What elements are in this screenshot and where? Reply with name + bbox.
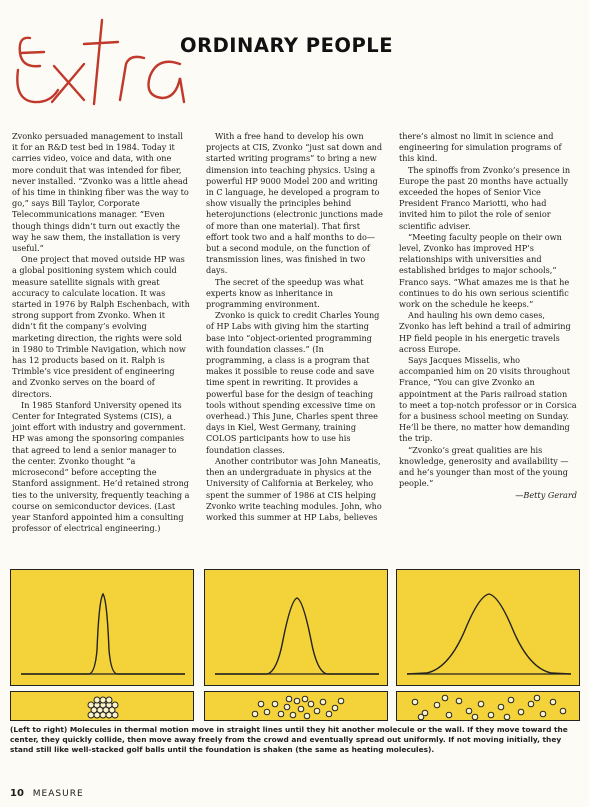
molecule-ball — [258, 701, 264, 707]
author-byline: —Betty Gerard — [515, 489, 577, 500]
paragraph: And hauling his own demo cases, Zvonko has left behind a trail of admiring HP field people in his energetic travels across Europe. — [399, 310, 571, 354]
molecule-ball — [498, 704, 504, 710]
page-footer — [10, 788, 84, 799]
molecule-ball — [272, 701, 278, 707]
paragraph: The secret of the speedup was what experts know as inheritance in programming environment. — [206, 276, 364, 310]
molecule-ball — [472, 714, 478, 720]
paragraph: Zvonko persuaded management to install it for an R&D test bed in 1984. Today it carries video, voice and data, with one more conduit that was intended for fiber, never installed. “Zvonko was a little ahead of his time in thinking fiber was the way to go,” says Bill Taylor, Corporate Telecommunications manager. “Even though things didn’t turn out exactly the way he saw them, the installation is very useful.” — [12, 131, 189, 254]
molecule-strip-uniform — [396, 691, 580, 721]
molecule-ball — [456, 698, 462, 704]
molecule-ball — [338, 698, 344, 704]
molecule-ball — [446, 712, 452, 718]
molecule-ball — [302, 696, 308, 702]
distribution-panel-wide — [396, 569, 580, 686]
molecule-ball — [278, 711, 284, 717]
text-column-3 — [399, 131, 577, 501]
molecule-ball — [264, 709, 270, 715]
molecule-ball — [560, 708, 566, 714]
molecule-ball — [332, 705, 338, 711]
molecule-ball — [294, 698, 300, 704]
molecule-ball — [418, 714, 424, 720]
molecule-ball — [326, 711, 332, 717]
extra-script-lettering — [10, 8, 195, 120]
text-column-2 — [206, 131, 384, 523]
magazine-name: MEASURE — [32, 789, 84, 799]
figure-caption: (Left to right) Molecules in thermal motion move in straight lines until they hit another molecule or the wall. If they move toward the center, they quickly collide, then move away freely from the crowd and eventually spread out uniformly. If not moving initially, they stand still like well-stacked golf balls until the foundation is shaken (the same as heating molecules). — [10, 725, 568, 754]
molecule-ball — [518, 709, 524, 715]
distribution-panel-medium — [204, 569, 388, 686]
paragraph: “Zvonko’s great qualities are his knowledge, generosity and availability — and he’s younger than most of the young people.” — [399, 444, 569, 489]
molecule-ball — [320, 699, 326, 705]
paragraph: there’s almost no limit in science and engineering for simulation programs of this kind. — [399, 131, 562, 164]
molecule-ball — [314, 708, 320, 714]
molecule-ball — [286, 696, 292, 702]
molecule-ball — [550, 699, 556, 705]
molecule-ball — [88, 702, 94, 708]
paragraph: “Meeting faculty people on their own level, Zvonko has improved HP’s relationships with universities and established bridges to major schools,” Franco says. “What amazes me is that he continues to do his own serious scientific work on the schedule he keeps.” — [399, 231, 570, 310]
molecule-figure — [10, 569, 579, 755]
paragraph: Says Jacques Misselis, who accompanied him on 20 visits throughout France, “You can give Zvonko an appointment at the Paris railroad station to meet a top-notch professor or in Corsica for a business school meeting on Sunday. He’ll be there, no matter how demanding the trip. — [399, 355, 577, 444]
molecule-ball — [94, 697, 100, 703]
molecule-ball — [504, 714, 510, 720]
paragraph: In 1985 Stanford University opened its Center for Integrated Systems (CIS), a joint effort with industry and government. HP was among the sponsoring companies that agreed to lend a senior manager to the center. Zvonko thought “a microsecond” before accepting the Stanford assignment. He’d retained strong ties to the university, frequently teaching a course on semiconductor devices. (Last year Stanford appointed him a consulting professor of electrical engineering.) — [12, 399, 190, 534]
article-header — [0, 0, 589, 120]
molecule-ball — [442, 695, 448, 701]
molecule-ball — [412, 699, 418, 705]
molecule-ball — [488, 712, 494, 718]
molecule-strip-clustered — [10, 691, 194, 721]
molecule-ball — [434, 702, 440, 708]
molecule-ball — [308, 701, 314, 707]
paragraph: Zvonko is quick to credit Charles Young of HP Labs with giving him the starting base into “object-oriented programming with foundation classes.” (In programming, a class is a program that makes it possible to reuse code and save time spent in rewriting. It provides a powerful base for the design of teaching tools without spending excessive time on overhead.) This June, Charles spent three days in Kiel, West Germany, training COLOS participants how to use his foundation classes. — [206, 310, 380, 455]
paragraph: Another contributor was John Maneatis, then an undergraduate in physics at the University of California at Berkeley, who spent the summer of 1986 at CIS helping Zvonko write teaching modules. John, who worked this summer at HP Labs, believes — [206, 455, 382, 522]
distribution-panel-narrow — [10, 569, 194, 686]
molecule-ball — [290, 712, 296, 718]
molecule-ball — [112, 702, 118, 708]
molecule-ball — [528, 701, 534, 707]
molecule-ball — [100, 697, 106, 703]
molecule-ball — [508, 697, 514, 703]
headline-title: ORDINARY PEOPLE — [180, 34, 394, 57]
text-column-1 — [12, 131, 190, 534]
paragraph: The spinoffs from Zvonko’s presence in Europe the past 20 months have actually exceeded the hopes of Senior Vice President Franco Mariotti, who had invited him to pilot the role of senior scientific adviser. — [399, 164, 571, 231]
molecule-ball — [106, 697, 112, 703]
molecule-ball — [284, 704, 290, 710]
molecule-ball — [540, 711, 546, 717]
molecule-ball — [252, 711, 258, 717]
article-body — [12, 131, 578, 557]
paragraph: With a free hand to develop his own projects at CIS, Zvonko “just sat down and started writing programs” to bring a new dimension into teaching physics. Using a powerful HP 9000 Model 200 and writing in C language, he developed a program to show visually the principles behind heterojunctions (electronic junctions made of more than one material). That first effort took two and a half months to do—but a second module, on the function of transmission lines, was finished in two days. — [206, 131, 383, 276]
page-number: 10 — [10, 788, 24, 799]
paragraph: One project that moved outside HP was a global positioning system which could measure satellite signals with great accuracy to calculate location. It was started in 1976 by Ralph Eschenbach, with strong support from Zvonko. When it didn’t fit the company’s evolving marketing direction, the rights were sold in 1980 to Trimble Navigation, which now has 12 products based on it. Ralph is Trimble’s vice president of engineering and Zvonko serves on the board of directors. — [12, 254, 190, 399]
molecule-ball — [478, 701, 484, 707]
molecule-ball — [466, 708, 472, 714]
molecule-ball — [298, 706, 304, 712]
molecule-strip-spreading — [204, 691, 388, 721]
molecule-ball — [534, 695, 540, 701]
molecule-ball — [304, 713, 310, 719]
